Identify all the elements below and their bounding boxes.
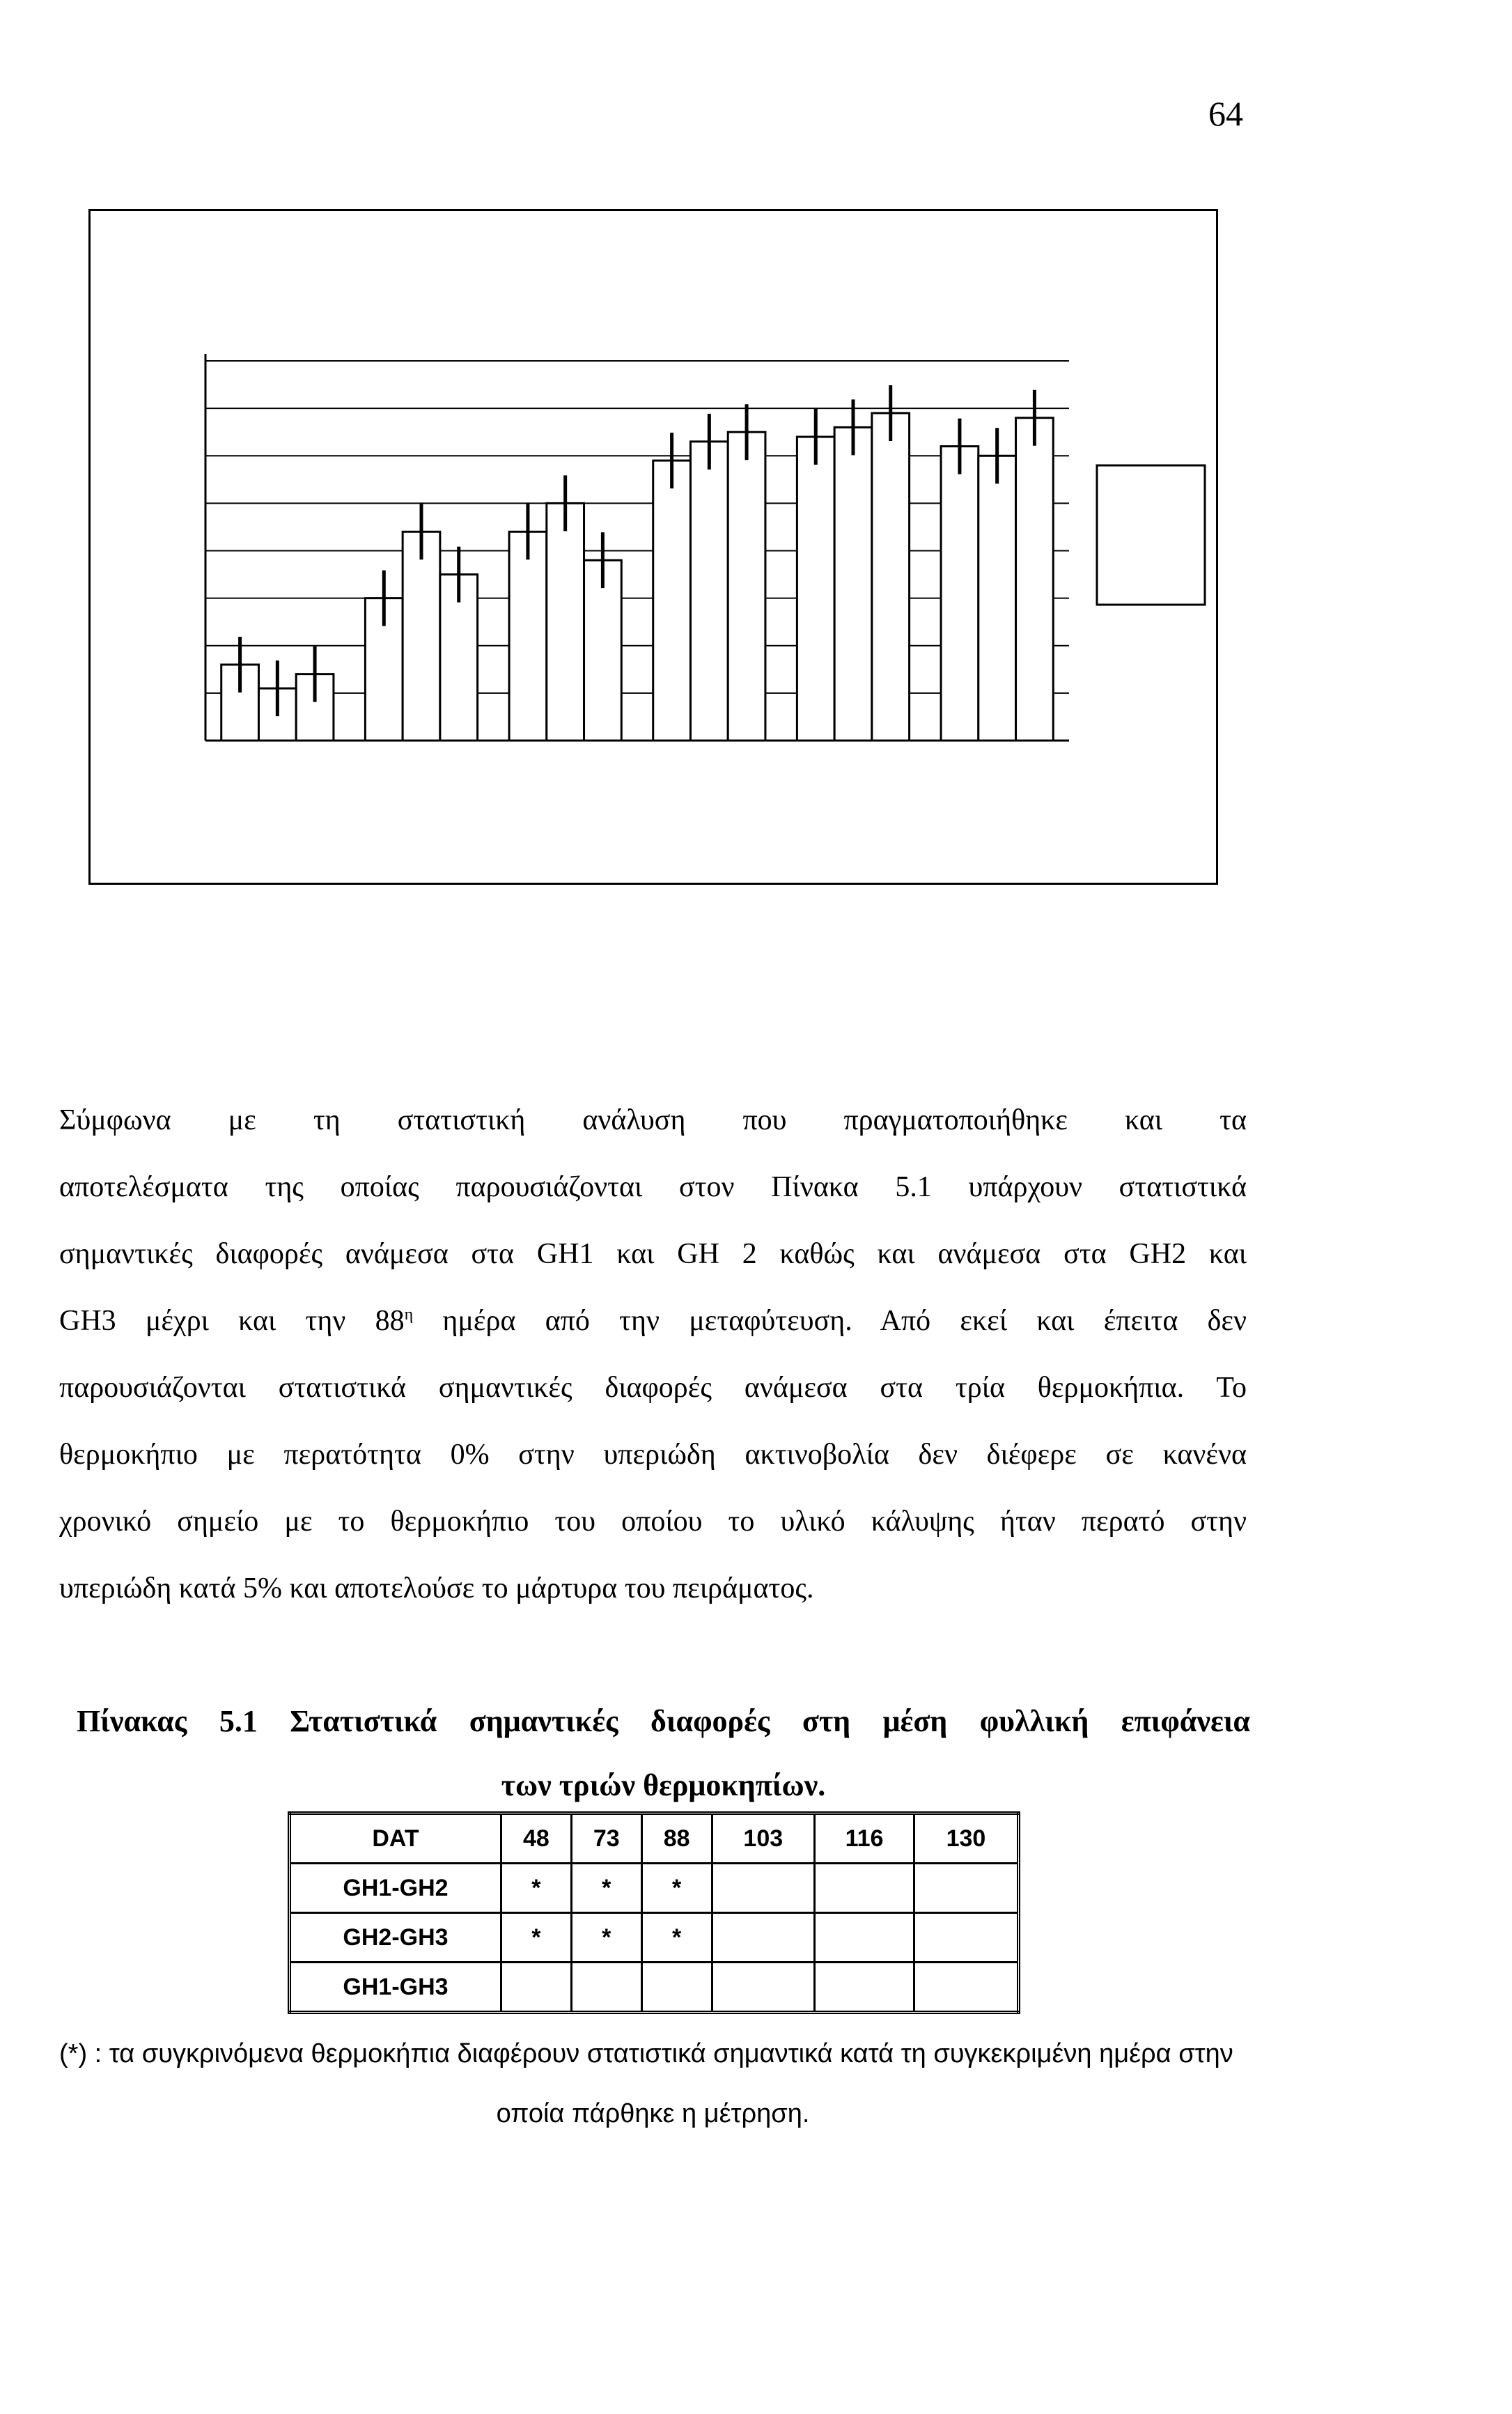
- paragraph-line: υπεριώδη κατά 5% και αποτελούσε το μάρτυρα του πειράματος.: [59, 1572, 814, 1604]
- table-row: [290, 1864, 1019, 1913]
- table-cell: [712, 1864, 815, 1913]
- table-cell: [815, 1864, 914, 1913]
- paragraph-text: GH3 μέχρι και την 88: [59, 1305, 405, 1337]
- table-cell: *: [501, 1913, 572, 1963]
- bar: [941, 447, 979, 741]
- bar: [728, 432, 765, 741]
- table-row-label: GH2-GH3: [290, 1913, 501, 1963]
- table-cell: [815, 1913, 914, 1963]
- table-cell: [501, 1963, 572, 2013]
- paragraph-line: σημαντικές διαφορές ανάμεσα στα GH1 και GH 2 καθώς και ανάμεσα στα GH2 και: [59, 1238, 1247, 1270]
- table-header-cell: 103: [712, 1813, 815, 1864]
- paragraph-line: θερμοκήπιο με περατότητα 0% στην υπεριώδη ακτινοβολία δεν διέφερε σε κανένα: [59, 1439, 1247, 1471]
- paragraph-line: [59, 1287, 1247, 1354]
- bar: [1016, 418, 1054, 741]
- caption-line: Πίνακας 5.1 Στατιστικά σημαντικές διαφορές στη μέση φυλλική επιφάνεια: [77, 1704, 1250, 1738]
- table-cell: *: [501, 1864, 572, 1913]
- table-cell: [712, 1963, 815, 2013]
- body-paragraph: [59, 1087, 1247, 1622]
- table-cell: [571, 1963, 641, 2013]
- table-cell: [914, 1913, 1018, 1963]
- statistics-table: [288, 1811, 1020, 2014]
- table-cell: *: [571, 1864, 641, 1913]
- footnote-line: οποία πάρθηκε η μέτρηση.: [496, 2099, 810, 2128]
- table-row-label: GH1-GH3: [290, 1963, 501, 2013]
- table-cell: [712, 1913, 815, 1963]
- table-cell: [914, 1963, 1018, 2013]
- table-footnote: [59, 2024, 1247, 2144]
- table-header-cell: 73: [571, 1813, 641, 1864]
- bar: [872, 413, 910, 741]
- bar: [979, 456, 1016, 741]
- table-row: [290, 1963, 1019, 2013]
- table-header-cell: 88: [641, 1813, 712, 1864]
- paragraph-line: χρονικό σημείο με το θερμοκήπιο του οποίου το υλικό κάλυψης ήταν περατό στην: [59, 1506, 1247, 1538]
- bar: [653, 461, 691, 741]
- leaf-area-chart: [88, 209, 1218, 885]
- table-header-row: [290, 1813, 1019, 1864]
- legend-box: [1097, 465, 1205, 605]
- page-number: 64: [1208, 94, 1243, 133]
- bar: [797, 437, 834, 741]
- table-row: [290, 1913, 1019, 1963]
- paragraph-line: αποτελέσματα της οποίας παρουσιάζονται στον Πίνακα 5.1 υπάρχουν στατιστικά: [59, 1171, 1247, 1203]
- paragraph-text: ημέρα από την μεταφύτευση. Από εκεί και έπειτα δεν: [413, 1305, 1247, 1337]
- table-row-label: GH1-GH2: [290, 1864, 501, 1913]
- chart-svg: [91, 211, 1216, 883]
- table-header-cell: DAT: [290, 1813, 501, 1864]
- bar: [403, 532, 440, 741]
- bar: [690, 442, 728, 741]
- footnote-line: (*) : τα συγκρινόμενα θερμοκήπια διαφέρουν στατιστικά σημαντικά κατά τη συγκεκριμένη ημέρα στην: [59, 2039, 1233, 2068]
- paragraph-line: Σύμφωνα με τη στατιστική ανάλυση που πραγματοποιήθηκε και τα: [59, 1104, 1247, 1136]
- bar: [509, 532, 547, 741]
- table-cell: *: [641, 1913, 712, 1963]
- table-cell: *: [641, 1864, 712, 1913]
- paragraph-line: παρουσιάζονται στατιστικά σημαντικές διαφορές ανάμεσα στα τρία θερμοκήπια. Το: [59, 1372, 1247, 1404]
- table-caption: [77, 1689, 1250, 1818]
- caption-line: των τριών θερμοκηπίων.: [501, 1768, 826, 1802]
- table-cell: [914, 1864, 1018, 1913]
- table-cell: *: [571, 1913, 641, 1963]
- ordinal-superscript: η: [404, 1306, 414, 1324]
- table-header-cell: 130: [914, 1813, 1018, 1864]
- table-cell: [641, 1963, 712, 2013]
- table-cell: [815, 1963, 914, 2013]
- table-header-cell: 48: [501, 1813, 572, 1864]
- bar: [547, 503, 584, 741]
- table-header-cell: 116: [815, 1813, 914, 1864]
- bar: [834, 427, 872, 741]
